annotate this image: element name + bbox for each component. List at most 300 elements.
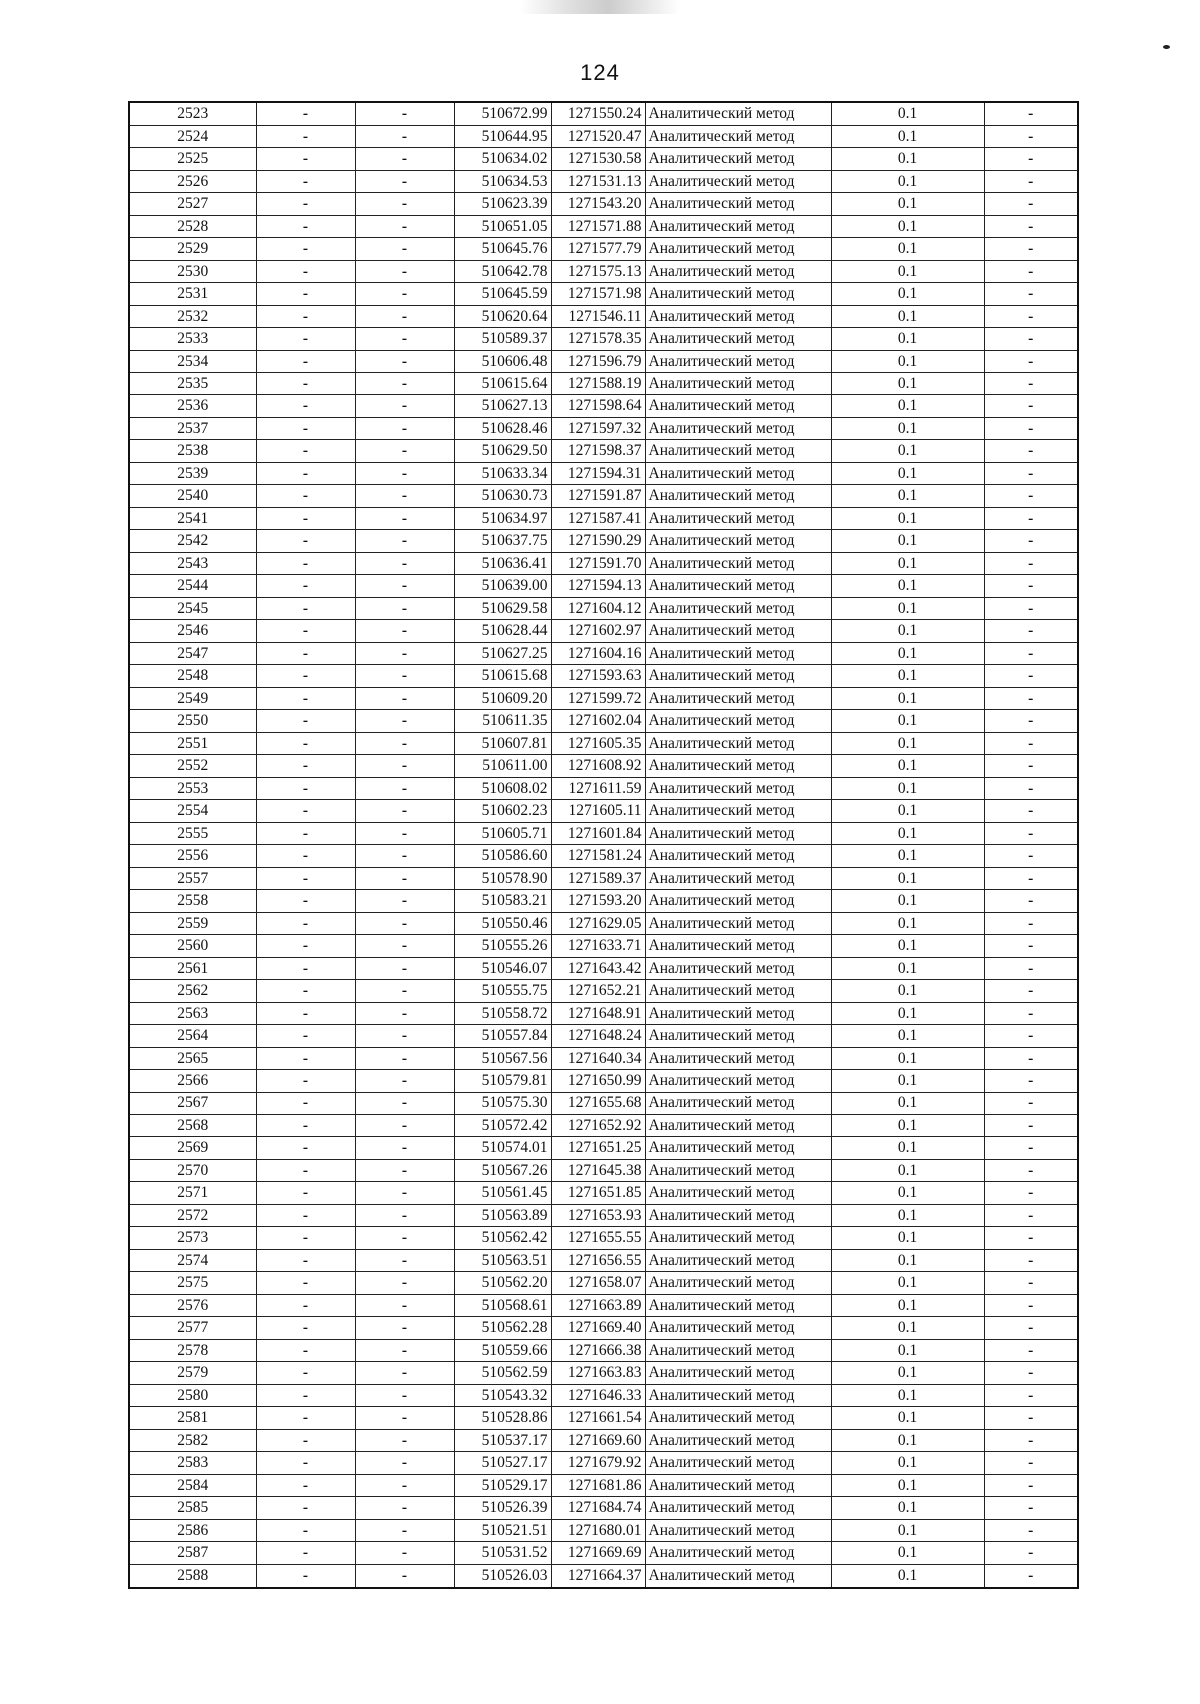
precision-cell: 0.1 xyxy=(831,260,984,282)
dash-cell: - xyxy=(256,912,355,934)
precision-cell: 0.1 xyxy=(831,1429,984,1451)
dash-cell: - xyxy=(256,1204,355,1226)
table-row xyxy=(129,890,1078,912)
method-cell: Аналитический метод xyxy=(645,507,831,529)
y-coordinate-cell: 1271571.88 xyxy=(551,215,645,237)
precision-cell: 0.1 xyxy=(831,1317,984,1339)
x-coordinate-cell: 510630.73 xyxy=(454,485,551,507)
dash-cell: - xyxy=(256,575,355,597)
point-number-cell: 2547 xyxy=(129,642,256,664)
dash-cell: - xyxy=(355,373,454,395)
dash-cell: - xyxy=(355,1542,454,1564)
point-number-cell: 2543 xyxy=(129,552,256,574)
dash-cell: - xyxy=(256,1317,355,1339)
table-row xyxy=(129,575,1078,597)
point-number-cell: 2534 xyxy=(129,350,256,372)
precision-cell: 0.1 xyxy=(831,1002,984,1024)
x-coordinate-cell: 510609.20 xyxy=(454,687,551,709)
x-coordinate-cell: 510627.13 xyxy=(454,395,551,417)
dash-cell: - xyxy=(984,777,1078,799)
dash-cell: - xyxy=(355,620,454,642)
x-coordinate-cell: 510629.58 xyxy=(454,597,551,619)
dash-cell: - xyxy=(355,1497,454,1519)
precision-cell: 0.1 xyxy=(831,867,984,889)
precision-cell: 0.1 xyxy=(831,552,984,574)
table-row xyxy=(129,800,1078,822)
dash-cell: - xyxy=(984,373,1078,395)
dash-cell: - xyxy=(984,328,1078,350)
dash-cell: - xyxy=(355,485,454,507)
dash-cell: - xyxy=(256,395,355,417)
x-coordinate-cell: 510537.17 xyxy=(454,1429,551,1451)
dash-cell: - xyxy=(256,1429,355,1451)
method-cell: Аналитический метод xyxy=(645,620,831,642)
dash-cell: - xyxy=(355,193,454,215)
table-row xyxy=(129,1182,1078,1204)
dash-cell: - xyxy=(355,1182,454,1204)
x-coordinate-cell: 510528.86 xyxy=(454,1407,551,1429)
dash-cell: - xyxy=(355,1025,454,1047)
y-coordinate-cell: 1271546.11 xyxy=(551,305,645,327)
dash-cell: - xyxy=(256,148,355,170)
y-coordinate-cell: 1271629.05 xyxy=(551,912,645,934)
dash-cell: - xyxy=(984,1542,1078,1564)
table-row xyxy=(129,1092,1078,1114)
point-number-cell: 2574 xyxy=(129,1249,256,1271)
method-cell: Аналитический метод xyxy=(645,1474,831,1496)
x-coordinate-cell: 510575.30 xyxy=(454,1092,551,1114)
method-cell: Аналитический метод xyxy=(645,102,831,125)
dash-cell: - xyxy=(256,193,355,215)
method-cell: Аналитический метод xyxy=(645,350,831,372)
method-cell: Аналитический метод xyxy=(645,845,831,867)
table-row xyxy=(129,350,1078,372)
method-cell: Аналитический метод xyxy=(645,935,831,957)
dash-cell: - xyxy=(355,328,454,350)
y-coordinate-cell: 1271648.91 xyxy=(551,1002,645,1024)
y-coordinate-cell: 1271593.20 xyxy=(551,890,645,912)
point-number-cell: 2545 xyxy=(129,597,256,619)
dash-cell: - xyxy=(355,1429,454,1451)
x-coordinate-cell: 510531.52 xyxy=(454,1542,551,1564)
precision-cell: 0.1 xyxy=(831,1272,984,1294)
dash-cell: - xyxy=(355,687,454,709)
precision-cell: 0.1 xyxy=(831,417,984,439)
method-cell: Аналитический метод xyxy=(645,462,831,484)
dash-cell: - xyxy=(355,305,454,327)
scan-artifact xyxy=(520,0,680,14)
precision-cell: 0.1 xyxy=(831,148,984,170)
dash-cell: - xyxy=(984,1407,1078,1429)
x-coordinate-cell: 510579.81 xyxy=(454,1070,551,1092)
method-cell: Аналитический метод xyxy=(645,1070,831,1092)
point-number-cell: 2585 xyxy=(129,1497,256,1519)
x-coordinate-cell: 510562.20 xyxy=(454,1272,551,1294)
table-row xyxy=(129,935,1078,957)
precision-cell: 0.1 xyxy=(831,238,984,260)
dash-cell: - xyxy=(355,1047,454,1069)
dash-cell: - xyxy=(355,732,454,754)
point-number-cell: 2523 xyxy=(129,102,256,125)
precision-cell: 0.1 xyxy=(831,1362,984,1384)
precision-cell: 0.1 xyxy=(831,1384,984,1406)
table-row xyxy=(129,642,1078,664)
y-coordinate-cell: 1271581.24 xyxy=(551,845,645,867)
dash-cell: - xyxy=(355,170,454,192)
dash-cell: - xyxy=(256,890,355,912)
dash-cell: - xyxy=(984,1114,1078,1136)
scan-speck xyxy=(1163,45,1170,49)
method-cell: Аналитический метод xyxy=(645,980,831,1002)
dash-cell: - xyxy=(256,642,355,664)
y-coordinate-cell: 1271602.04 xyxy=(551,710,645,732)
x-coordinate-cell: 510620.64 xyxy=(454,305,551,327)
method-cell: Аналитический метод xyxy=(645,1339,831,1361)
dash-cell: - xyxy=(256,1114,355,1136)
point-number-cell: 2571 xyxy=(129,1182,256,1204)
precision-cell: 0.1 xyxy=(831,350,984,372)
dash-cell: - xyxy=(355,1272,454,1294)
dash-cell: - xyxy=(355,417,454,439)
dash-cell: - xyxy=(984,822,1078,844)
table-row xyxy=(129,1159,1078,1181)
table-row xyxy=(129,1542,1078,1564)
y-coordinate-cell: 1271663.89 xyxy=(551,1294,645,1316)
dash-cell: - xyxy=(355,575,454,597)
point-number-cell: 2555 xyxy=(129,822,256,844)
point-number-cell: 2551 xyxy=(129,732,256,754)
dash-cell: - xyxy=(256,1294,355,1316)
y-coordinate-cell: 1271658.07 xyxy=(551,1272,645,1294)
precision-cell: 0.1 xyxy=(831,1159,984,1181)
dash-cell: - xyxy=(355,935,454,957)
precision-cell: 0.1 xyxy=(831,1070,984,1092)
x-coordinate-cell: 510546.07 xyxy=(454,957,551,979)
dash-cell: - xyxy=(984,1047,1078,1069)
dash-cell: - xyxy=(984,957,1078,979)
dash-cell: - xyxy=(355,350,454,372)
y-coordinate-cell: 1271653.93 xyxy=(551,1204,645,1226)
point-number-cell: 2577 xyxy=(129,1317,256,1339)
dash-cell: - xyxy=(256,1542,355,1564)
dash-cell: - xyxy=(256,1137,355,1159)
dash-cell: - xyxy=(256,957,355,979)
dash-cell: - xyxy=(256,417,355,439)
dash-cell: - xyxy=(355,1519,454,1541)
dash-cell: - xyxy=(256,800,355,822)
precision-cell: 0.1 xyxy=(831,845,984,867)
dash-cell: - xyxy=(355,1452,454,1474)
method-cell: Аналитический метод xyxy=(645,125,831,147)
dash-cell: - xyxy=(984,1384,1078,1406)
dash-cell: - xyxy=(256,507,355,529)
x-coordinate-cell: 510628.44 xyxy=(454,620,551,642)
method-cell: Аналитический метод xyxy=(645,912,831,934)
y-coordinate-cell: 1271588.19 xyxy=(551,373,645,395)
dash-cell: - xyxy=(984,1474,1078,1496)
dash-cell: - xyxy=(355,1249,454,1271)
x-coordinate-cell: 510634.02 xyxy=(454,148,551,170)
table-row xyxy=(129,822,1078,844)
x-coordinate-cell: 510559.66 xyxy=(454,1339,551,1361)
dash-cell: - xyxy=(256,1452,355,1474)
y-coordinate-cell: 1271669.40 xyxy=(551,1317,645,1339)
method-cell: Аналитический метод xyxy=(645,305,831,327)
table-row xyxy=(129,1025,1078,1047)
point-number-cell: 2531 xyxy=(129,283,256,305)
dash-cell: - xyxy=(355,755,454,777)
y-coordinate-cell: 1271650.99 xyxy=(551,1070,645,1092)
precision-cell: 0.1 xyxy=(831,1519,984,1541)
dash-cell: - xyxy=(256,1092,355,1114)
table-row xyxy=(129,328,1078,350)
dash-cell: - xyxy=(256,1384,355,1406)
dash-cell: - xyxy=(984,417,1078,439)
table-row xyxy=(129,440,1078,462)
precision-cell: 0.1 xyxy=(831,328,984,350)
dash-cell: - xyxy=(984,1182,1078,1204)
dash-cell: - xyxy=(984,912,1078,934)
y-coordinate-cell: 1271594.31 xyxy=(551,462,645,484)
dash-cell: - xyxy=(355,867,454,889)
precision-cell: 0.1 xyxy=(831,170,984,192)
dash-cell: - xyxy=(984,1519,1078,1541)
dash-cell: - xyxy=(355,1384,454,1406)
dash-cell: - xyxy=(355,260,454,282)
y-coordinate-cell: 1271651.85 xyxy=(551,1182,645,1204)
dash-cell: - xyxy=(355,530,454,552)
dash-cell: - xyxy=(984,710,1078,732)
table-row xyxy=(129,373,1078,395)
precision-cell: 0.1 xyxy=(831,1204,984,1226)
method-cell: Аналитический метод xyxy=(645,575,831,597)
x-coordinate-cell: 510555.26 xyxy=(454,935,551,957)
y-coordinate-cell: 1271605.35 xyxy=(551,732,645,754)
y-coordinate-cell: 1271571.98 xyxy=(551,283,645,305)
x-coordinate-cell: 510642.78 xyxy=(454,260,551,282)
x-coordinate-cell: 510627.25 xyxy=(454,642,551,664)
precision-cell: 0.1 xyxy=(831,822,984,844)
table-row xyxy=(129,980,1078,1002)
point-number-cell: 2541 xyxy=(129,507,256,529)
method-cell: Аналитический метод xyxy=(645,215,831,237)
precision-cell: 0.1 xyxy=(831,1025,984,1047)
dash-cell: - xyxy=(256,1070,355,1092)
point-number-cell: 2552 xyxy=(129,755,256,777)
precision-cell: 0.1 xyxy=(831,395,984,417)
dash-cell: - xyxy=(256,777,355,799)
table-row xyxy=(129,238,1078,260)
dash-cell: - xyxy=(256,1159,355,1181)
dash-cell: - xyxy=(984,980,1078,1002)
dash-cell: - xyxy=(984,755,1078,777)
dash-cell: - xyxy=(984,485,1078,507)
method-cell: Аналитический метод xyxy=(645,1114,831,1136)
table-row xyxy=(129,777,1078,799)
table-row xyxy=(129,1137,1078,1159)
precision-cell: 0.1 xyxy=(831,665,984,687)
point-number-cell: 2575 xyxy=(129,1272,256,1294)
dash-cell: - xyxy=(984,597,1078,619)
method-cell: Аналитический метод xyxy=(645,1227,831,1249)
point-number-cell: 2578 xyxy=(129,1339,256,1361)
method-cell: Аналитический метод xyxy=(645,552,831,574)
x-coordinate-cell: 510521.51 xyxy=(454,1519,551,1541)
dash-cell: - xyxy=(984,1092,1078,1114)
y-coordinate-cell: 1271663.83 xyxy=(551,1362,645,1384)
x-coordinate-cell: 510572.42 xyxy=(454,1114,551,1136)
precision-cell: 0.1 xyxy=(831,125,984,147)
x-coordinate-cell: 510568.61 xyxy=(454,1294,551,1316)
precision-cell: 0.1 xyxy=(831,1452,984,1474)
table-row xyxy=(129,507,1078,529)
dash-cell: - xyxy=(984,283,1078,305)
table-row xyxy=(129,148,1078,170)
table-row xyxy=(129,1070,1078,1092)
y-coordinate-cell: 1271611.59 xyxy=(551,777,645,799)
dash-cell: - xyxy=(355,642,454,664)
dash-cell: - xyxy=(256,755,355,777)
dash-cell: - xyxy=(256,1497,355,1519)
dash-cell: - xyxy=(984,507,1078,529)
dash-cell: - xyxy=(355,215,454,237)
method-cell: Аналитический метод xyxy=(645,1204,831,1226)
precision-cell: 0.1 xyxy=(831,1092,984,1114)
table-row xyxy=(129,867,1078,889)
x-coordinate-cell: 510526.03 xyxy=(454,1564,551,1588)
y-coordinate-cell: 1271646.33 xyxy=(551,1384,645,1406)
y-coordinate-cell: 1271598.64 xyxy=(551,395,645,417)
method-cell: Аналитический метод xyxy=(645,867,831,889)
x-coordinate-cell: 510578.90 xyxy=(454,867,551,889)
dash-cell: - xyxy=(984,1452,1078,1474)
point-number-cell: 2554 xyxy=(129,800,256,822)
dash-cell: - xyxy=(256,1474,355,1496)
dash-cell: - xyxy=(355,1317,454,1339)
method-cell: Аналитический метод xyxy=(645,1047,831,1069)
point-number-cell: 2550 xyxy=(129,710,256,732)
dash-cell: - xyxy=(355,597,454,619)
x-coordinate-cell: 510645.76 xyxy=(454,238,551,260)
method-cell: Аналитический метод xyxy=(645,1272,831,1294)
dash-cell: - xyxy=(355,1339,454,1361)
point-number-cell: 2570 xyxy=(129,1159,256,1181)
precision-cell: 0.1 xyxy=(831,597,984,619)
dash-cell: - xyxy=(984,260,1078,282)
precision-cell: 0.1 xyxy=(831,575,984,597)
x-coordinate-cell: 510562.42 xyxy=(454,1227,551,1249)
dash-cell: - xyxy=(984,1272,1078,1294)
dash-cell: - xyxy=(256,597,355,619)
x-coordinate-cell: 510608.02 xyxy=(454,777,551,799)
y-coordinate-cell: 1271643.42 xyxy=(551,957,645,979)
precision-cell: 0.1 xyxy=(831,193,984,215)
dash-cell: - xyxy=(984,350,1078,372)
table-body xyxy=(129,102,1078,1588)
y-coordinate-cell: 1271550.24 xyxy=(551,102,645,125)
dash-cell: - xyxy=(355,1294,454,1316)
y-coordinate-cell: 1271577.79 xyxy=(551,238,645,260)
point-number-cell: 2588 xyxy=(129,1564,256,1588)
x-coordinate-cell: 510615.68 xyxy=(454,665,551,687)
method-cell: Аналитический метод xyxy=(645,440,831,462)
table-row xyxy=(129,665,1078,687)
dash-cell: - xyxy=(256,350,355,372)
y-coordinate-cell: 1271645.38 xyxy=(551,1159,645,1181)
x-coordinate-cell: 510634.53 xyxy=(454,170,551,192)
dash-cell: - xyxy=(256,1047,355,1069)
x-coordinate-cell: 510561.45 xyxy=(454,1182,551,1204)
table-row xyxy=(129,957,1078,979)
precision-cell: 0.1 xyxy=(831,102,984,125)
dash-cell: - xyxy=(355,148,454,170)
dash-cell: - xyxy=(355,395,454,417)
precision-cell: 0.1 xyxy=(831,1407,984,1429)
method-cell: Аналитический метод xyxy=(645,1519,831,1541)
precision-cell: 0.1 xyxy=(831,462,984,484)
point-number-cell: 2524 xyxy=(129,125,256,147)
point-number-cell: 2526 xyxy=(129,170,256,192)
method-cell: Аналитический метод xyxy=(645,417,831,439)
table-row xyxy=(129,1564,1078,1588)
x-coordinate-cell: 510636.41 xyxy=(454,552,551,574)
point-number-cell: 2532 xyxy=(129,305,256,327)
dash-cell: - xyxy=(355,440,454,462)
y-coordinate-cell: 1271520.47 xyxy=(551,125,645,147)
dash-cell: - xyxy=(256,170,355,192)
precision-cell: 0.1 xyxy=(831,1564,984,1588)
method-cell: Аналитический метод xyxy=(645,597,831,619)
y-coordinate-cell: 1271669.69 xyxy=(551,1542,645,1564)
precision-cell: 0.1 xyxy=(831,710,984,732)
y-coordinate-cell: 1271681.86 xyxy=(551,1474,645,1496)
dash-cell: - xyxy=(984,1137,1078,1159)
point-number-cell: 2557 xyxy=(129,867,256,889)
precision-cell: 0.1 xyxy=(831,732,984,754)
dash-cell: - xyxy=(984,395,1078,417)
table-row xyxy=(129,1272,1078,1294)
y-coordinate-cell: 1271633.71 xyxy=(551,935,645,957)
method-cell: Аналитический метод xyxy=(645,193,831,215)
precision-cell: 0.1 xyxy=(831,755,984,777)
precision-cell: 0.1 xyxy=(831,1294,984,1316)
x-coordinate-cell: 510629.50 xyxy=(454,440,551,462)
dash-cell: - xyxy=(984,170,1078,192)
dash-cell: - xyxy=(256,1182,355,1204)
dash-cell: - xyxy=(256,102,355,125)
point-number-cell: 2581 xyxy=(129,1407,256,1429)
y-coordinate-cell: 1271594.13 xyxy=(551,575,645,597)
dash-cell: - xyxy=(984,867,1078,889)
table-row xyxy=(129,1384,1078,1406)
dash-cell: - xyxy=(984,575,1078,597)
dash-cell: - xyxy=(256,328,355,350)
dash-cell: - xyxy=(355,1204,454,1226)
method-cell: Аналитический метод xyxy=(645,1002,831,1024)
dash-cell: - xyxy=(355,1070,454,1092)
method-cell: Аналитический метод xyxy=(645,1407,831,1429)
dash-cell: - xyxy=(256,485,355,507)
x-coordinate-cell: 510606.48 xyxy=(454,350,551,372)
x-coordinate-cell: 510583.21 xyxy=(454,890,551,912)
dash-cell: - xyxy=(984,1204,1078,1226)
dash-cell: - xyxy=(355,1159,454,1181)
point-number-cell: 2584 xyxy=(129,1474,256,1496)
table-row xyxy=(129,1452,1078,1474)
point-number-cell: 2558 xyxy=(129,890,256,912)
point-number-cell: 2556 xyxy=(129,845,256,867)
y-coordinate-cell: 1271578.35 xyxy=(551,328,645,350)
